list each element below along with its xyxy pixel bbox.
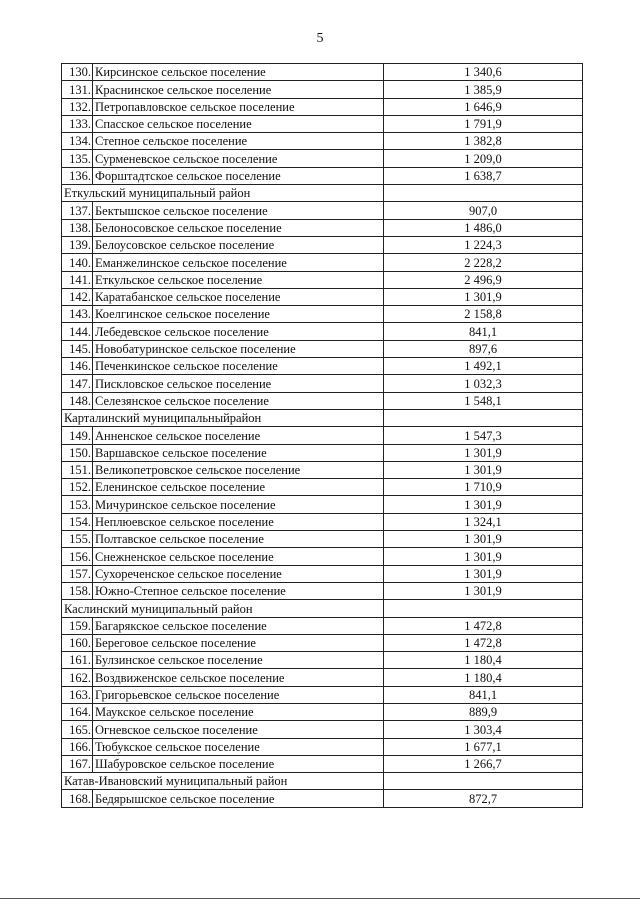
settlement-value: 1 677,1 [384, 738, 583, 755]
district-header-row [62, 600, 583, 617]
district-header-row [62, 409, 583, 426]
row-number: 166. [62, 738, 93, 755]
settlement-value: 1 303,4 [384, 721, 583, 738]
table-row [62, 444, 583, 461]
row-number: 130. [62, 64, 93, 81]
table-row [62, 167, 583, 184]
table-row [62, 582, 583, 599]
table-row [62, 236, 583, 253]
table-row [62, 703, 583, 720]
settlement-name: Новобатуринское сельское поселение [93, 340, 384, 357]
bottom-divider [0, 898, 640, 899]
settlement-name: Огневское сельское поселение [93, 721, 384, 738]
row-number: 155. [62, 531, 93, 548]
settlement-name: Багарякское сельское поселение [93, 617, 384, 634]
table-row [62, 306, 583, 323]
settlement-value: 872,7 [384, 790, 583, 807]
row-number: 164. [62, 703, 93, 720]
settlement-value: 1 301,9 [384, 461, 583, 478]
settlement-value: 1 301,9 [384, 444, 583, 461]
row-number: 159. [62, 617, 93, 634]
settlement-name: Береговое сельское поселение [93, 634, 384, 651]
settlement-value: 1 301,9 [384, 548, 583, 565]
table-row [62, 531, 583, 548]
table-row [62, 271, 583, 288]
settlement-value: 889,9 [384, 703, 583, 720]
settlement-name: Еленинское сельское поселение [93, 479, 384, 496]
row-number: 163. [62, 686, 93, 703]
settlement-name: Великопетровское сельское поселение [93, 461, 384, 478]
row-number: 160. [62, 634, 93, 651]
table-row [62, 219, 583, 236]
settlement-name: Булзинское сельское поселение [93, 652, 384, 669]
district-name: Еткульский муниципальный район [62, 185, 384, 202]
settlement-name: Тюбукское сельское поселение [93, 738, 384, 755]
settlement-name: Краснинское сельское поселение [93, 81, 384, 98]
row-number: 151. [62, 461, 93, 478]
settlement-value: 2 228,2 [384, 254, 583, 271]
table-row [62, 686, 583, 703]
table-row [62, 98, 583, 115]
row-number: 131. [62, 81, 93, 98]
settlement-value: 907,0 [384, 202, 583, 219]
settlement-value: 841,1 [384, 323, 583, 340]
row-number: 146. [62, 358, 93, 375]
settlement-value: 1 209,0 [384, 150, 583, 167]
row-number: 156. [62, 548, 93, 565]
table-row [62, 548, 583, 565]
row-number: 162. [62, 669, 93, 686]
settlement-value: 1 324,1 [384, 513, 583, 530]
table-row [62, 461, 583, 478]
table-row [62, 81, 583, 98]
row-number: 154. [62, 513, 93, 530]
settlement-name: Варшавское сельское поселение [93, 444, 384, 461]
table-row [62, 202, 583, 219]
settlement-value: 1 224,3 [384, 236, 583, 253]
table-row [62, 288, 583, 305]
settlement-name: Бедярышское сельское поселение [93, 790, 384, 807]
row-number: 148. [62, 392, 93, 409]
settlement-value: 1 301,9 [384, 496, 583, 513]
settlement-name: Анненское сельское поселение [93, 427, 384, 444]
settlement-value: 1 301,9 [384, 582, 583, 599]
row-number: 137. [62, 202, 93, 219]
row-number: 141. [62, 271, 93, 288]
settlement-value: 1 646,9 [384, 98, 583, 115]
settlement-name: Мичуринское сельское поселение [93, 496, 384, 513]
row-number: 157. [62, 565, 93, 582]
row-number: 142. [62, 288, 93, 305]
table-row [62, 513, 583, 530]
settlement-name: Кирсинское сельское поселение [93, 64, 384, 81]
settlement-value: 1 710,9 [384, 479, 583, 496]
settlement-name: Еткульское сельское поселение [93, 271, 384, 288]
table-row [62, 254, 583, 271]
table-row [62, 427, 583, 444]
settlement-value: 1 472,8 [384, 617, 583, 634]
settlement-name: Петропавловское сельское поселение [93, 98, 384, 115]
row-number: 134. [62, 133, 93, 150]
settlement-name: Маукское сельское поселение [93, 703, 384, 720]
settlement-value: 1 180,4 [384, 652, 583, 669]
table-row [62, 617, 583, 634]
settlement-name: Спасское сельское поселение [93, 115, 384, 132]
settlement-value: 1 180,4 [384, 669, 583, 686]
row-number: 136. [62, 167, 93, 184]
table-row [62, 738, 583, 755]
settlement-value: 1 638,7 [384, 167, 583, 184]
row-number: 143. [62, 306, 93, 323]
settlement-name: Бектышское сельское поселение [93, 202, 384, 219]
settlement-name: Полтавское сельское поселение [93, 531, 384, 548]
table-row [62, 669, 583, 686]
settlement-name: Воздвиженское сельское поселение [93, 669, 384, 686]
row-number: 135. [62, 150, 93, 167]
settlement-value: 1 548,1 [384, 392, 583, 409]
row-number: 145. [62, 340, 93, 357]
table-row [62, 64, 583, 81]
settlement-name: Григорьевское сельское поселение [93, 686, 384, 703]
settlement-value: 1 340,6 [384, 64, 583, 81]
district-value-cell [384, 185, 583, 202]
page-number: 5 [316, 31, 324, 46]
settlement-value: 1 266,7 [384, 755, 583, 772]
row-number: 144. [62, 323, 93, 340]
table-row [62, 565, 583, 582]
settlement-value: 1 791,9 [384, 115, 583, 132]
table-row [62, 652, 583, 669]
settlement-value: 2 158,8 [384, 306, 583, 323]
district-header-row [62, 773, 583, 790]
settlement-name: Сурменевское сельское поселение [93, 150, 384, 167]
row-number: 139. [62, 236, 93, 253]
row-number: 149. [62, 427, 93, 444]
settlement-name: Сухореченское сельское поселение [93, 565, 384, 582]
district-header-row [62, 185, 583, 202]
settlement-name: Селезянское сельское поселение [93, 392, 384, 409]
settlement-value: 897,6 [384, 340, 583, 357]
table-row [62, 755, 583, 772]
table-row [62, 115, 583, 132]
district-name: Катав-Ивановский муниципальный район [62, 773, 384, 790]
settlements-table-body [62, 64, 583, 808]
row-number: 138. [62, 219, 93, 236]
row-number: 165. [62, 721, 93, 738]
district-value-cell [384, 600, 583, 617]
row-number: 168. [62, 790, 93, 807]
row-number: 158. [62, 582, 93, 599]
settlement-value: 1 301,9 [384, 288, 583, 305]
settlement-name: Еманжелинское сельское поселение [93, 254, 384, 271]
table-row [62, 323, 583, 340]
table-row [62, 358, 583, 375]
row-number: 167. [62, 755, 93, 772]
settlement-value: 841,1 [384, 686, 583, 703]
table-row [62, 479, 583, 496]
table-row [62, 392, 583, 409]
row-number: 140. [62, 254, 93, 271]
settlements-table [61, 63, 583, 808]
settlement-name: Печенкинское сельское поселение [93, 358, 384, 375]
table-row [62, 340, 583, 357]
settlement-value: 1 472,8 [384, 634, 583, 651]
table-row [62, 496, 583, 513]
settlement-name: Форштадтское сельское поселение [93, 167, 384, 184]
settlement-name: Южно-Степное сельское поселение [93, 582, 384, 599]
row-number: 153. [62, 496, 93, 513]
district-value-cell [384, 409, 583, 426]
settlement-value: 1 547,3 [384, 427, 583, 444]
district-name: Карталинский муниципальныйрайон [62, 409, 384, 426]
settlement-name: Степное сельское поселение [93, 133, 384, 150]
table-row [62, 133, 583, 150]
settlement-value: 1 301,9 [384, 565, 583, 582]
row-number: 132. [62, 98, 93, 115]
table-row [62, 150, 583, 167]
district-value-cell [384, 773, 583, 790]
settlement-name: Шабуровское сельское поселение [93, 755, 384, 772]
row-number: 147. [62, 375, 93, 392]
settlement-name: Каратабанское сельское поселение [93, 288, 384, 305]
settlement-name: Коелгинское сельское поселение [93, 306, 384, 323]
table-row [62, 375, 583, 392]
settlement-value: 1 382,8 [384, 133, 583, 150]
row-number: 150. [62, 444, 93, 461]
settlement-value: 1 032,3 [384, 375, 583, 392]
settlement-name: Неплюевское сельское поселение [93, 513, 384, 530]
settlement-value: 2 496,9 [384, 271, 583, 288]
settlement-value: 1 301,9 [384, 531, 583, 548]
district-name: Каслинский муниципальный район [62, 600, 384, 617]
settlement-name: Снежненское сельское поселение [93, 548, 384, 565]
row-number: 133. [62, 115, 93, 132]
settlement-name: Белоносовское сельское поселение [93, 219, 384, 236]
row-number: 152. [62, 479, 93, 496]
row-number: 161. [62, 652, 93, 669]
table-row [62, 634, 583, 651]
settlement-value: 1 385,9 [384, 81, 583, 98]
table-row [62, 721, 583, 738]
settlement-name: Писклoвское сельское поселение [93, 375, 384, 392]
settlement-value: 1 486,0 [384, 219, 583, 236]
table-row [62, 790, 583, 807]
settlement-value: 1 492,1 [384, 358, 583, 375]
settlement-name: Белоусовское сельское поселение [93, 236, 384, 253]
settlement-name: Лебедевское сельское поселение [93, 323, 384, 340]
